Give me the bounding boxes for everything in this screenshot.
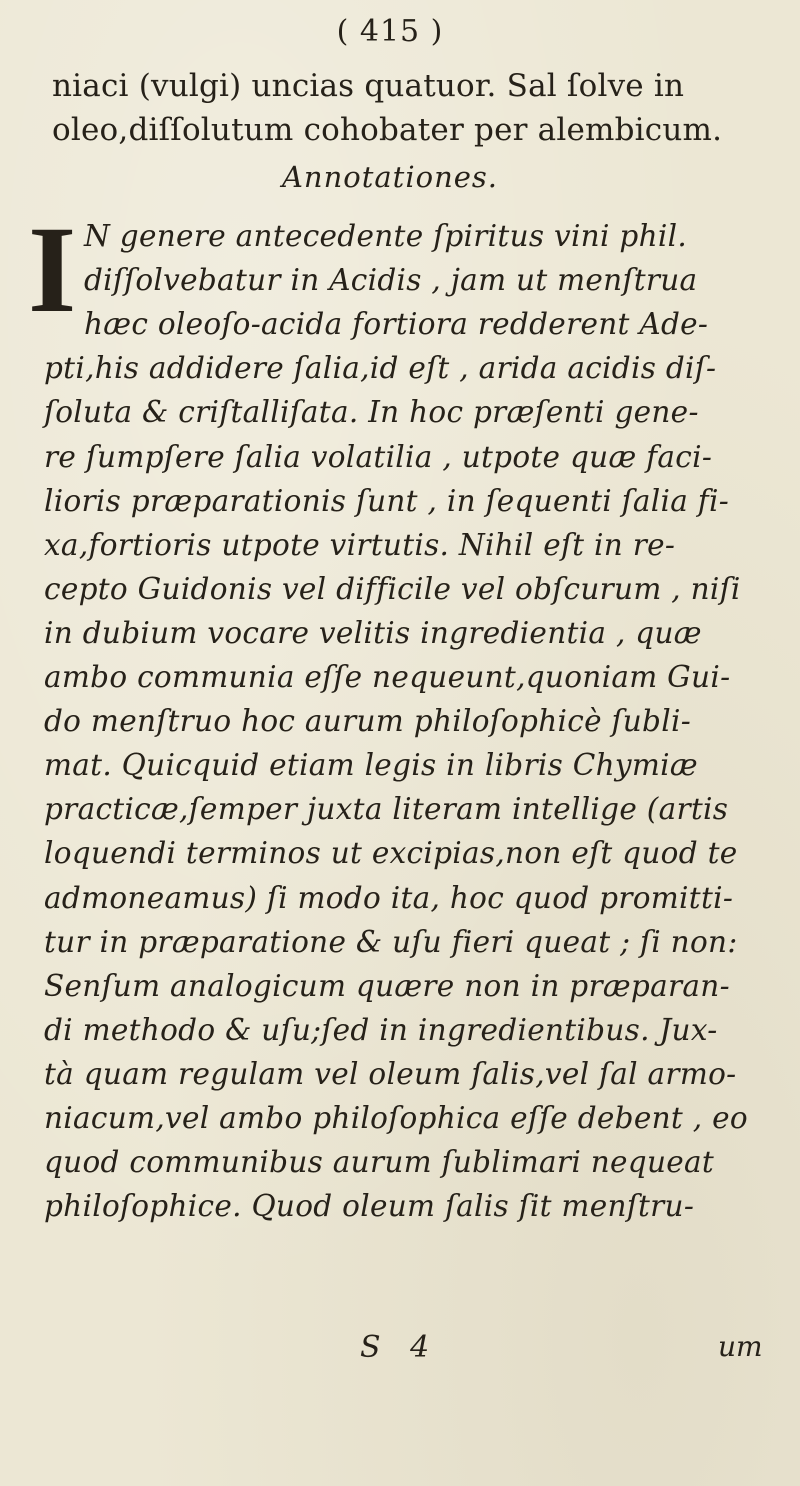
section-heading: Annotationes. [281,160,499,194]
body-line: xa,fortioris utpote virtutis. Nihil eſt in re- [44,528,676,562]
page-number: ( 415 ) [336,14,444,49]
body-line: N genere antecedente ſpiritus vini phil. [84,219,688,253]
body-line: tur in præparatione & uſu fieri queat ; ſi non: [44,925,738,959]
body-line: admoneamus) ſi modo ita, hoc quod promitti- [44,881,734,915]
drop-initial: I [28,201,77,338]
body-line: pti,his addidere ſalia,id eſt , arida acidis diſ- [44,351,717,385]
body-line: hæc oleoſo-acida fortiora redderent Ade- [84,307,709,341]
signature-mark: S 4 [360,1330,440,1365]
body-line: in dubium vocare velitis ingredientia , quæ [44,616,702,650]
body-line: cepto Guidonis vel difficile vel obſcurum , niſi [44,572,741,606]
body-line: niacum,vel ambo philoſophica eſſe debent , eo [44,1101,748,1135]
body-line: lioris præparationis ſunt , in ſequenti ſalia fi- [44,484,730,518]
body-line: diſſolvebatur in Acidis , jam ut menſtrua [84,263,698,297]
body-line: do menſtruo hoc aurum philoſophicè ſubli- [44,704,691,738]
catchword: um [718,1330,763,1363]
body-line: philoſophice. Quod oleum ſalis ſit menſtru- [44,1189,695,1223]
body-line: tà quam regulam vel oleum ſalis,vel ſal armo- [44,1057,737,1091]
body-line: re ſumpſere ſalia volatilia , utpote quæ faci- [44,440,713,474]
body-line: practicæ,ſemper juxta literam intellige (artis [44,792,729,826]
text-line-1: niaci (vulgi) uncias quatuor. Sal ſolve in [52,68,685,104]
body-line: loquendi terminos ut excipias,non eſt quod te [44,836,738,870]
text-line-2: oleo,diſſolutum cohobater per alembicum. [52,112,723,148]
body-line: Senſum analogicum quære non in præparan- [44,969,730,1003]
body-line: ambo communia eſſe nequeunt,quoniam Gui- [44,660,731,694]
body-line: di methodo & uſu;ſed in ingredientibus. Jux- [44,1013,718,1047]
body-line: quod communibus aurum ſublimari nequeat [44,1145,715,1179]
body-line: mat. Quicquid etiam legis in libris Chymiæ [44,748,698,782]
body-line: ſoluta & criſtalliſata. In hoc præſenti gene- [44,395,699,429]
